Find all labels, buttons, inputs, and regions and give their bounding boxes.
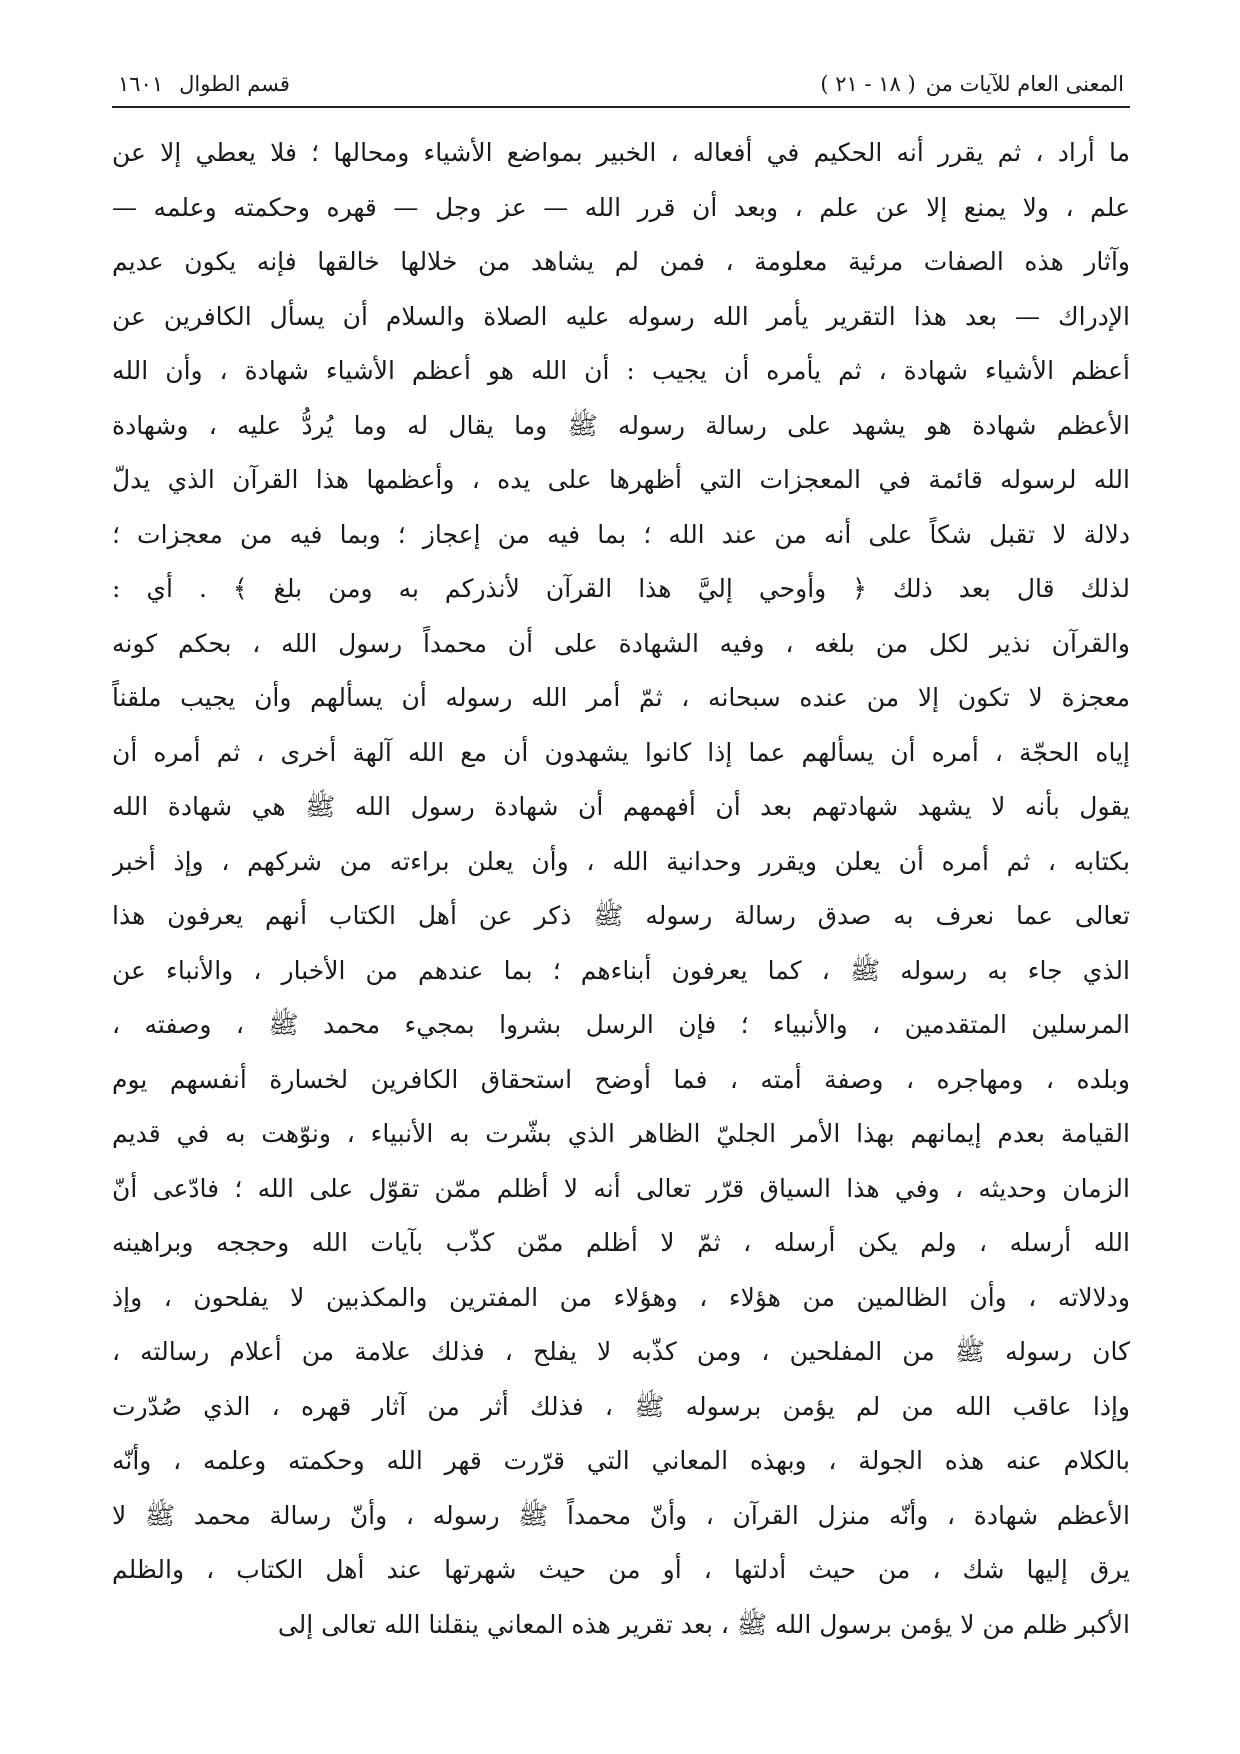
header-title: المعنى العام للآيات من [925,72,1124,96]
text-line: الله لرسوله قائمة في المعجزات التي أظهرها على يده ، وأعظمها هذا القرآن الذي يدلّ [112,465,1130,494]
text-line: القيامة بعدم إيمانهم بهذا الأمر الجليّ الظاهر الذي بشّرت به الأنبياء ، ونوّهت به في قديم [112,1119,1130,1148]
text-line: علم ، ولا يمنع إلا عن علم ، وبعد أن قرر الله — عز وجل — قهره وحكمته وعلمه — [112,192,1130,222]
running-header [112,72,1130,108]
text-line: الأعظم شهادة هو يشهد على رسالة رسوله ﷺ وما يقال له وما يُردُّ عليه ، وشهادة [112,410,1130,440]
body-text [112,126,1130,1652]
text-line: بالكلام عنه هذه الجولة ، وبهذه المعاني التي قرّرت قهر الله وحكمته وعلمه ، وأنّه [112,1446,1130,1475]
text-line: الله أرسله ، ولم يكن أرسله ، ثمّ لا أظلم ممّن كذّب بآيات الله وحججه وبراهينه [112,1228,1130,1257]
page-number: ١٦٠١ [118,72,164,96]
text-line: بكتابه ، ثم أمره أن يعلن ويقرر وحدانية الله ، وأن يعلن براءته من شركهم ، وإذ أخبر [112,846,1130,876]
text-line: أعظم الأشياء شهادة ، ثم يأمره أن يجيب : أن الله هو أعظم الأشياء شهادة ، وأن الله [112,356,1130,385]
text-line: كان رسوله ﷺ من المفلحين ، ومن كذّبه لا يفلح ، فذلك علامة من أعلام رسالته ، [112,1337,1130,1366]
verse-range: ( ١٨ - ٢١ ) [820,72,916,96]
text-line: والقرآن نذير لكل من بلغه ، وفيه الشهادة على أن محمداً رسول الله ، بحكم كونه [112,628,1130,658]
text-line: لذلك قال بعد ذلك ﴿ وأوحي إليَّ هذا القرآن لأنذركم به ومن بلغ ﴾ . أي : [112,574,1130,603]
text-line: المرسلين المتقدمين ، والأنبياء ؛ فإن الرسل بشروا بمجيء محمد ﷺ ، وصفته ، [112,1010,1130,1039]
text-line: الذي جاء به رسوله ﷺ ، كما يعرفون أبناءهم ؛ بما عندهم من الأخبار ، والأنباء عن [112,955,1130,985]
text-line: وبلده ، ومهاجره ، وصفة أمته ، فما أوضح استحقاق الكافرين لخسارة أنفسهم يوم [112,1064,1130,1094]
text-line: وإذا عاقب الله من لم يؤمن برسوله ﷺ ، فذلك أثر من آثار قهره ، الذي صُدّرت [112,1391,1130,1421]
text-line: الزمان وحديثه ، وفي هذا السياق قرّر تعالى أنه لا أظلم ممّن تقوّل على الله ؛ فادّعى أنّ [112,1173,1130,1203]
text-line: معجزة لا تكون إلا من عنده سبحانه ، ثمّ أمر الله رسوله أن يسألهم وأن يجيب ملقناً [112,683,1130,712]
text-line: تعالى عما نعرف به صدق رسالة رسوله ﷺ ذكر عن أهل الكتاب أنهم يعرفون هذا [112,901,1130,930]
text-line: دلالة لا تقبل شكاً على أنه من عند الله ؛ بما فيه من إعجاز ؛ وبما فيه من معجزات ؛ [112,519,1130,549]
text-line: الأعظم شهادة ، وأنّه منزل القرآن ، وأنّ محمداً ﷺ رسوله ، وأنّ رسالة محمد ﷺ لا [112,1500,1130,1530]
header-section-group [118,72,290,96]
text-line: يقول بأنه لا يشهد شهادتهم بعد أن أفهمهم أن شهادة رسول الله ﷺ هي شهادة الله [112,792,1130,821]
section-name: قسم الطوال [179,72,290,96]
header-title-group [820,72,1124,96]
text-line: ودلالاته ، وأن الظالمين من هؤلاء ، وهؤلاء من المفترين والمكذبين لا يفلحون ، وإذ [112,1282,1130,1312]
text-line: إياه الحجّة ، أمره أن يسألهم عما إذا كانوا يشهدون أن مع الله آلهة أخرى ، ثم أمره أن [112,737,1130,767]
text-line: الإدراك — بعد هذا التقرير يأمر الله رسوله عليه الصلاة والسلام أن يسأل الكافرين عن [112,301,1130,331]
text-line: يرق إليها شك ، من حيث أدلتها ، أو من حيث شهرتها عند أهل الكتاب ، والظلم [112,1555,1130,1584]
text-line: ما أراد ، ثم يقرر أنه الحكيم في أفعاله ، الخبير بمواضع الأشياء ومحالها ؛ فلا يعطي إلا عن [112,138,1130,167]
text-line: الأكبر ظلم من لا يؤمن برسول الله ﷺ ، بعد تقرير هذه المعاني ينقلنا الله تعالى إلى [277,1609,1130,1639]
text-line: وآثار هذه الصفات مرئية معلومة ، فمن لم يشاهد من خلالها خالقها فإنه يكون عديم [112,247,1130,276]
